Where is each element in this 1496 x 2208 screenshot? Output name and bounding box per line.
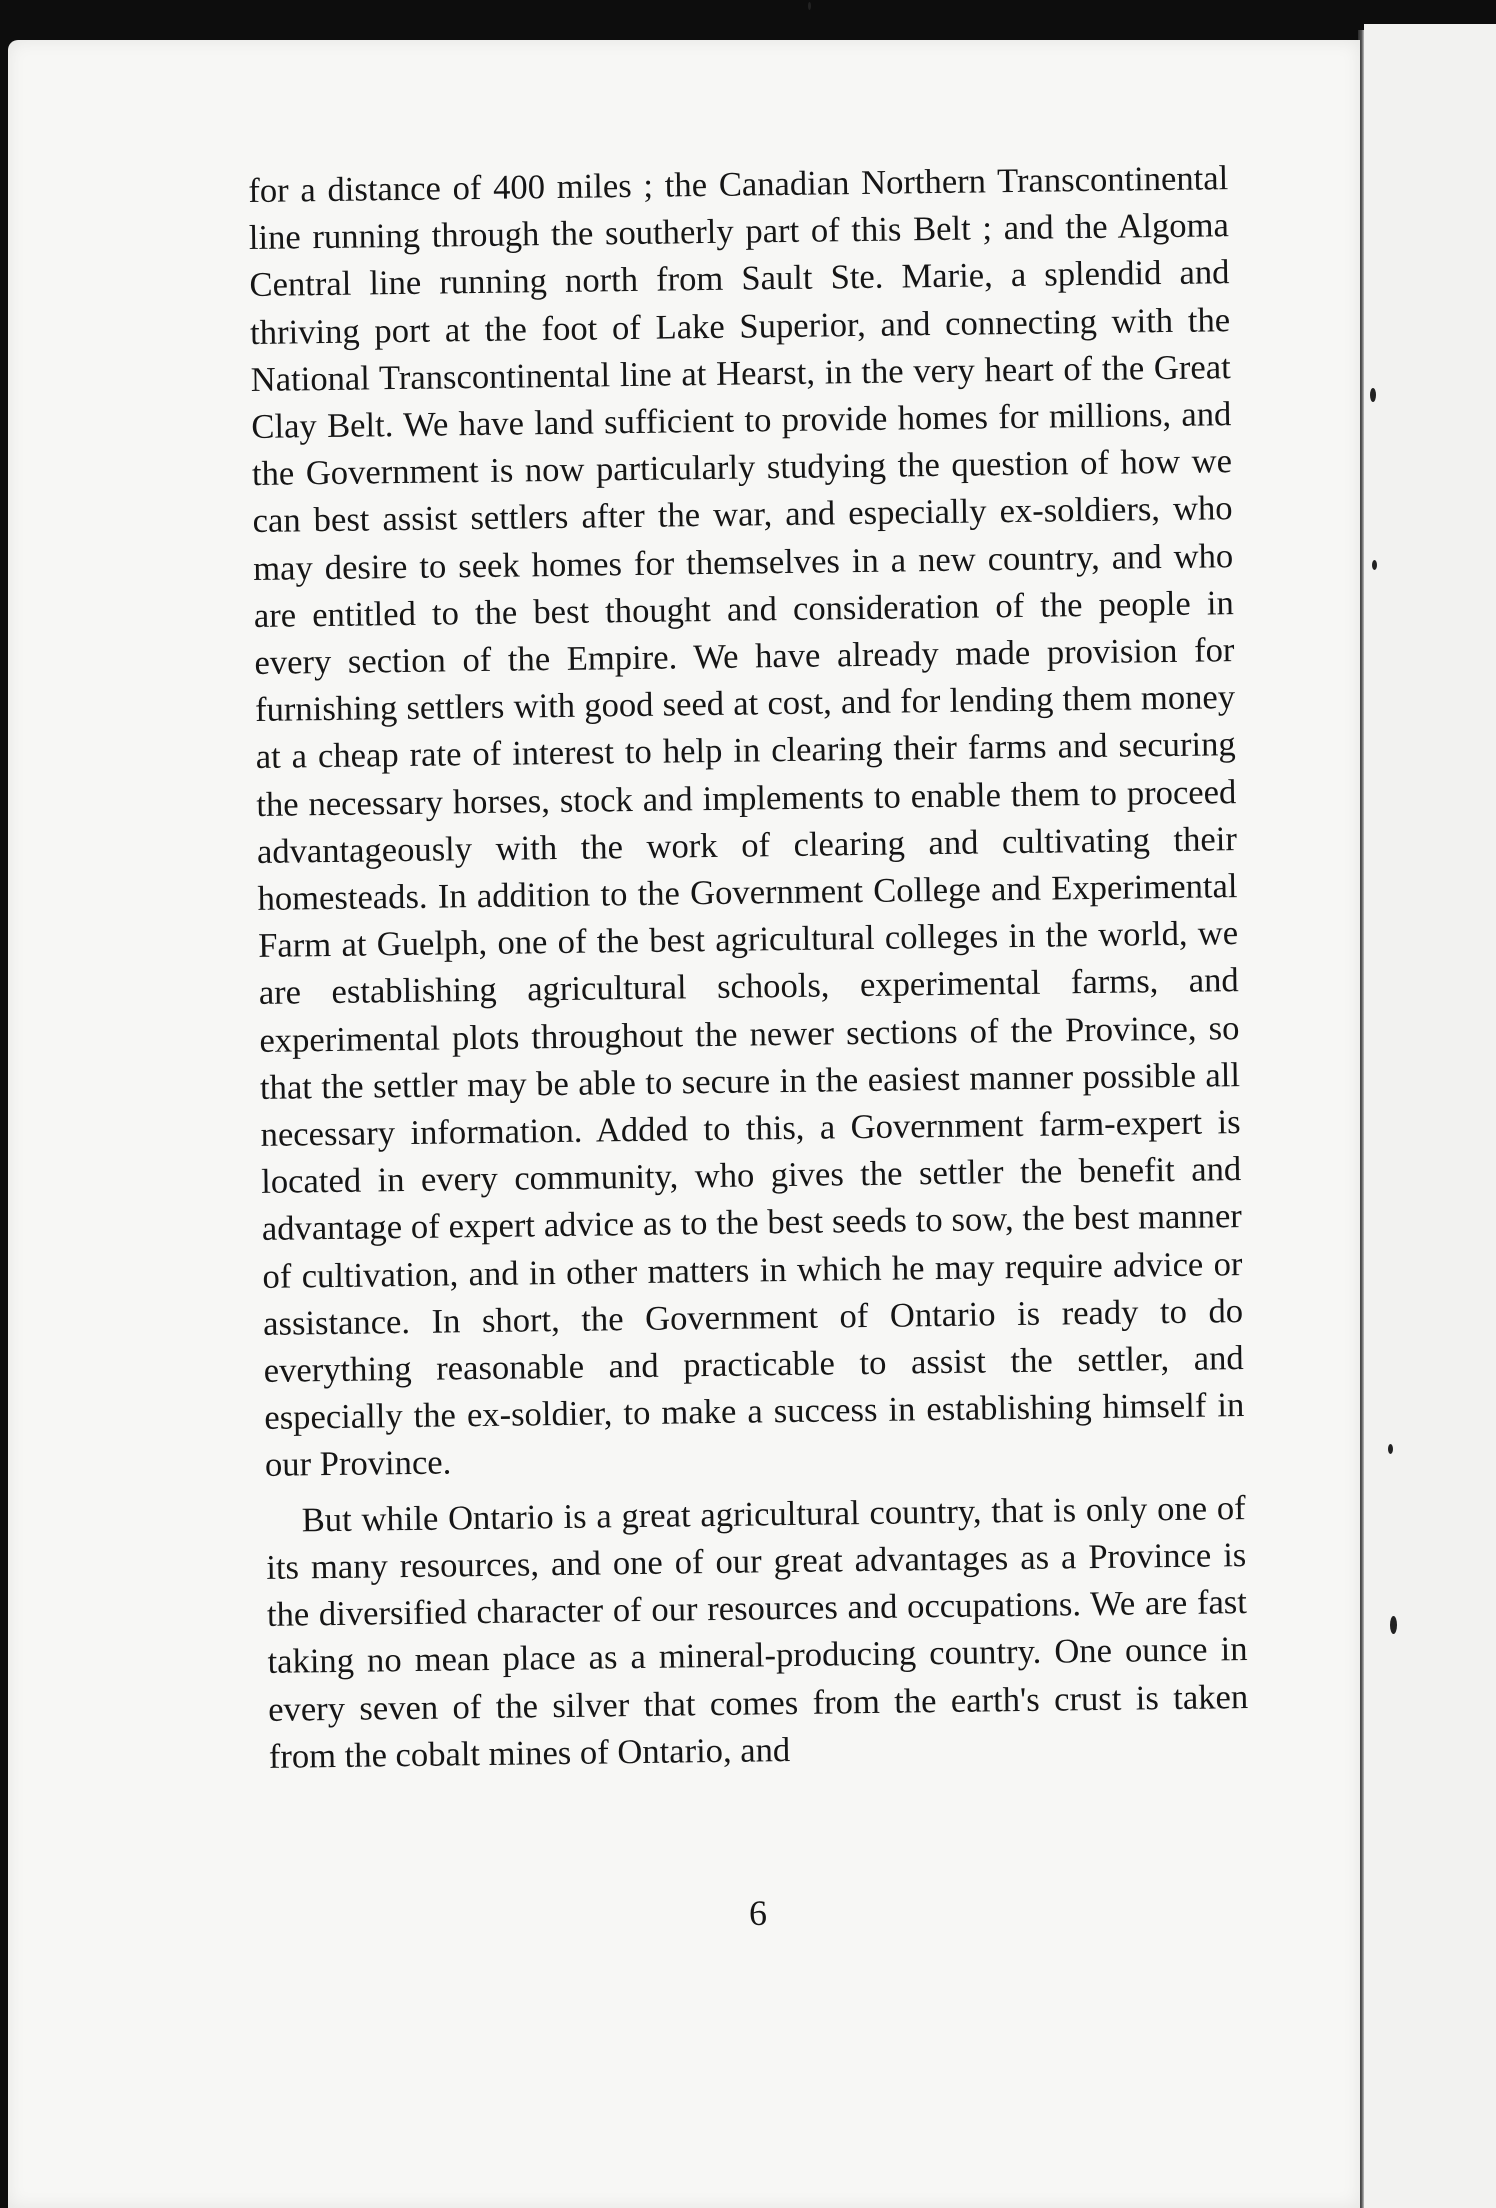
page-number: 6 xyxy=(749,1893,767,1933)
scan-speck xyxy=(1388,1444,1393,1454)
scan-speck xyxy=(1390,1616,1397,1634)
scan-speck xyxy=(1372,560,1377,570)
adjacent-page-edge xyxy=(1364,24,1496,2208)
scan-speck xyxy=(1370,388,1376,402)
paragraph-1: for a distance of 400 miles ; the Canadian Northern Transcontinental line running through the southerly part of this Belt ; and the Algoma Central line running north from Sault Ste. Marie, a splendid and thriving port at the foot of Lake Superior, and connecting with the National Transcontinental line at Hearst, in the very heart of the Great Clay Belt. We have land sufficient to provide homes for millions, and the Government is now particularly studying the question of how we can best assist settlers after the war, and especially ex-soldiers, who may desire to seek homes for themselves in a new country, and who are entitled to the best thought and consideration of the people in every section of the Empire. We have already made provision for furnishing settlers with good seed at cost, and for lending them money at a cheap rate of interest to help in clearing their farms and securing the necessary horses, stock and implements to enable them to proceed advantageously with the work of clearing and cultivating their homesteads. In addition to the Government College and Experimental Farm at Guelph, one of the best agricultural colleges in the world, we are establishing agricultural schools, experimental farms, and experimental plots throughout the newer sections of the Province, so that the settler may be able to secure in the easiest manner possible all necessary information. Added to this, a Government farm-expert is located in every community, who gives the settler the benefit and advantage of expert advice as to the best seeds to sow, the best manner of cultivation, and in other matters in which he may require advice or assistance. In short, the Government of Ontario is ready to do everything reasonable and practicable to assist the settler, and especially the ex-soldier, to make a success in establishing himself in our Province. xyxy=(248,159,1245,1485)
body-text xyxy=(248,155,1249,1781)
scan-speck xyxy=(808,2,811,10)
paragraph-2: But while Ontario is a great agricultural country, that is only one of its many resources, and one of our great advantages as a Province is the diversified character of our resources and occupations. We are fast taking no mean place as a mineral-producing country. One ounce in every seven of the silver that comes from the earth's crust is taken from the cobalt mines of Ontario, and xyxy=(266,1488,1249,1776)
